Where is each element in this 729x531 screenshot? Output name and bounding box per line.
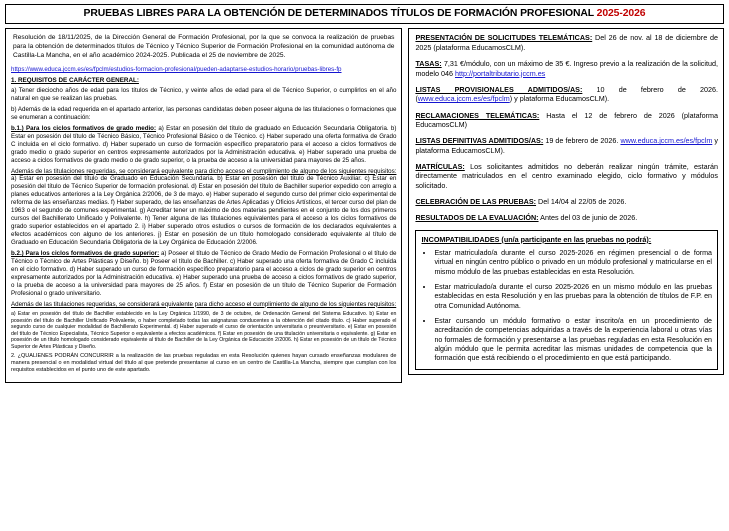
right-column bbox=[408, 28, 724, 374]
grade-superior-equivalences-text: a) Estar en posesión del título de Bachiller establecido en la Ley Orgánica 1/1990, de 3 de octubre, de Ordenación General del Sistema Educativo. b) Estar en posesión del título de Bachiller Unificado Polivalente, o haber completado todas las asignaturas conducentes a la obtención del citado título. c) Haber superado el segundo curso de cualquier modalidad de Bachillerato Experimental. d) Haber superado el curso de orientación universitaria o preuniversitario. e) Estar en posesión del título de Técnico Especialista, Técnico Superior o equivalente a efectos académicos. f) Estar en posesión de una titulación universitaria o equivalente. g) Estar en posesión de un título homologado considerado equivalente al título de Bachiller de la Ley Orgánica de Educación 2/2006. h) Estar en posesión de un título de Técnico Superior de Artes Plásticas y Diseño. bbox=[11, 311, 397, 350]
info-item-listas-provisionales bbox=[415, 85, 718, 104]
grade-medio-equivalences bbox=[11, 168, 396, 247]
info-item-resultados bbox=[415, 213, 718, 222]
resolution-intro: Resolución de 18/11/2025, de la Dirección General de Formación Profesional, por la que se convoca la realización de pruebas para la obtención de determinados títulos de Técnico y Técnico Superior de Formación Profesional en la comunidad autónoma de Castilla-La Mancha, en el año académico 2024-2025. Publicada el 25 de noviembre de 2025. bbox=[13, 34, 395, 60]
info-text-celebracion: Del 14/04 al 22/05 de 2026. bbox=[536, 197, 627, 207]
page-title-years: 2025-2026 bbox=[596, 8, 646, 19]
info-text-solicitudes: Del 26 de nov. al 18 de diciembre de 2025 (plataforma EducamosCLM). bbox=[415, 33, 718, 52]
requirement-b: b) Además de la edad requerida en el apartado anterior, las personas candidatas deben poseer alguna de las titulaciones o formaciones que se enumeran a continuación: bbox=[11, 105, 397, 121]
info-label-listas-definitivas: LISTAS DEFINITIVAS ADMITIDOS/AS: bbox=[415, 136, 544, 146]
list-item: • Estar cursando un módulo formativo o estar inscrito/a en un procedimiento de acreditación de competencias adquiridas a través de la experiencia laboral u otras vías no formales de formación y presentarse a las pruebas reguladas en esta Resolución en algún módulo que le permita acreditar las mismas unidades de competencia que la formación que está recibiendo o el procedimiento en que está participando. bbox=[434, 317, 712, 364]
info-item-listas-definitivas bbox=[415, 136, 718, 155]
info-item-matriculas bbox=[415, 162, 718, 190]
requirement-a: a) Tener dieciocho años de edad para los títulos de Técnico, y veinte años de edad para el de Técnico Superior, o cumplirlos en el año natural en que se realizan las pruebas. bbox=[11, 87, 397, 103]
resolution-link[interactable]: https://www.educa.jccm.es/es/fpclm/estudios-formacion-profesional/pueden-adaptarse-estudios-horario/pruebas-libres-fp bbox=[11, 66, 342, 74]
info-text-resultados: Antes del 03 de junio de 2026. bbox=[538, 213, 638, 223]
info-text-listas-definitivas: 19 de febrero de 2026. bbox=[543, 136, 621, 146]
info-item-celebracion bbox=[415, 197, 718, 206]
grade-superior-text: a) Poseer el título de Técnico de Grado Medio de Formación Profesional o el título de Técnico o Técnico de Artes Plásticas y Diseño. b) Poseer el título de Bachiller. c) Haber superado una oferta formativa de Grado C incluida en el ciclo formativo. d) Haber superado un curso de formación específico preparatorio para el acceso a ciclos de grado superior en centros expresamente autorizados por la Administración educativa. e) Haber superado una prueba de acceso a ciclos formativos de grado superior, o la prueba de acceso a la universidad para mayores de 25 años. f) Estar en posesión de un título de Técnico Superior de Formación Profesional o grado universitario. bbox=[11, 249, 397, 297]
incompatibilities-list bbox=[421, 249, 712, 364]
info-label-listas-provisionales: LISTAS PROVISIONALES ADMITIDOS/AS: bbox=[415, 84, 583, 94]
section-who-can-apply: 2. ¿QUALIENES PODRÁN CONCURRIR a la realización de las pruebas reguladas en esta Resolución quienes hayan cursado enseñanzas modulares de manera presencial o en modalidad virtual del título al que pretende presentarse al curso en un centro de Castilla-La Mancha, siempre que cumplan con los requisitos establecidos en el punto uno de este apartado. bbox=[11, 353, 397, 373]
info-item-solicitudes bbox=[415, 33, 718, 52]
grade-medio-text: a) Estar en posesión del título de graduado en Educación Secundaria Obligatoria. b) Estar en posesión del título de Técnico Básico, Técnico Profesional Básico o de Técnico. c) Haber superado una oferta formativa de Grado C incluida en el ciclo formativo. d) Haber superado un curso de formación específico preparatorio para el acceso a ciclos formativos de grado medio o grado superior en centros expresamente autorizados por la Administración educativa. e) Haber superado una prueba de acceso a ciclos formativos de grado medio o de grado superior, o la prueba de acceso a la universidad para mayores de 25 años. bbox=[11, 124, 397, 164]
page-title-text: PRUEBAS LIBRES PARA LA OBTENCIÓN DE DETERMINADOS TÍTULOS DE FORMACIÓN PROFESIONAL bbox=[83, 8, 594, 19]
grade-medio-block bbox=[11, 125, 396, 165]
grade-superior-equivalences-heading-wrap bbox=[11, 301, 396, 309]
listas-definitivas-link[interactable]: www.educa.jccm.es/es/fpclm bbox=[620, 136, 713, 146]
info-label-matriculas: MATRÍCULAS: bbox=[415, 162, 465, 172]
grade-superior-equivalences-heading: Además de las titulaciones requeridas, se considerará equivalente para dicho acceso el cumplimiento de alguno de los siguientes requisitos: bbox=[11, 300, 397, 308]
listas-provisionales-link[interactable]: www.educa.jccm.es/es/fpclm bbox=[417, 94, 510, 104]
list-item: • Estar matriculado/a durante el curso 2025-2026 en un mismo módulo en las pruebas establecidas en esta Resolución y en las pruebas para la obtención de títulos de F.P. en otra Comunidad Autónoma. bbox=[434, 283, 712, 311]
info-label-celebracion: CELEBRACIÓN DE LAS PRUEBAS: bbox=[415, 197, 537, 207]
grade-medio-heading: b.1.) Para los ciclos formativos de grado medio: bbox=[11, 124, 157, 132]
incompatibilities-title: INCOMPATIBILIDADES (un/a participante en las pruebas no podrá): bbox=[421, 234, 652, 244]
section-general-requirements-title: 1. REQUISITOS DE CARÁCTER GENERAL: bbox=[11, 77, 139, 85]
info-label-solicitudes: PRESENTACIÓN DE SOLICITUDES TELEMÁTICAS: bbox=[415, 33, 593, 43]
grade-medio-equivalences-text: a) Estar en posesión del título de Graduado en Educación Secundaria. b) Estar en posesión del título de Técnico Auxiliar. c) Estar en posesión del título de Técnico Superior de formación profesional. d) Estar en posesión del título de Bachiller superior expedido con arreglo a planes educativos anteriores a la Ley Orgánica 2/2006, de 3 de mayo. e) Haber superado el segundo curso del primer ciclo experimental de reforma de las enseñanzas medias. f) Haber superado, de las enseñanzas de Artes Aplicadas y Oficios Artísticos, el tercer curso del plan de 1963 o el segundo de comunes experimental. g) Acreditar tener un máximo de dos materias pendientes en el conjunto de los dos primeros cursos del Bachillerato Unificado y Polivalente. h) Tener alguna de las titulaciones equivalentes para el acceso a los ciclos formativos de grado superior establecidos en el apartado 2. i) Haber superado otros estudios o cursos de formación de los declarados equivalentes a efectos académicos con alguno de los anteriores. j) Estar en posesión de un título homologado considerado equivalente al título de Graduado en Educación Secundaria Obligatoria de la Ley Orgánica de Educación 2/2006. bbox=[11, 175, 397, 246]
info-label-reclamaciones: RECLAMACIONES TELEMÁTICAS: bbox=[415, 110, 540, 120]
info-item-tasas bbox=[415, 59, 718, 78]
info-text-listas-provisionales: 10 de febrero de 2026. ( bbox=[415, 84, 718, 104]
grade-medio-equivalences-heading: Además de las titulaciones requeridas, se considerará equivalente para dicho acceso el cumplimiento de alguno de los siguientes requisitos: bbox=[11, 167, 397, 175]
page-title bbox=[5, 4, 724, 24]
info-label-tasas: TASAS: bbox=[415, 59, 442, 69]
info-text-matriculas: Los solicitantes admitidos no deberán realizar ningún trámite, estarán directamente matriculados en el centro examinado elegido, ciclo formativo y módulos solicitado. bbox=[415, 162, 718, 190]
left-column bbox=[5, 28, 402, 382]
list-item: • Estar matriculado/a durante el curso 2025-2026 en régimen presencial o de forma virtual en ningún centro público o privado en un módulo profesional y matricularse en el mismo módulo de las pruebas establecidas en esta Resolución. bbox=[434, 249, 712, 277]
content-columns bbox=[5, 28, 724, 382]
tasas-link[interactable]: http://portaltributario.jccm.es bbox=[455, 68, 546, 78]
grade-superior-block bbox=[11, 250, 396, 298]
info-text-reclamaciones: Hasta el 12 de febrero de 2026 (plataforma EducamosCLM) bbox=[415, 110, 718, 129]
info-label-resultados: RESULTADOS DE LA EVALUACIÓN: bbox=[415, 213, 539, 223]
info-item-reclamaciones bbox=[415, 111, 718, 130]
info-text-tasas: 7,31 €/módulo, con un máximo de 35 €. Ingreso previo a la realización de la solicitud, modelo 046 bbox=[415, 59, 718, 78]
info-text2-listas-definitivas: y plataforma EducamosCLM). bbox=[415, 136, 718, 155]
grade-superior-heading: b.2.) Para los ciclos formativos de grado superior: bbox=[11, 249, 160, 257]
info-text2-listas-provisionales: ) y plataforma EducamosCLM). bbox=[509, 94, 610, 104]
incompatibilities-box bbox=[415, 230, 718, 370]
